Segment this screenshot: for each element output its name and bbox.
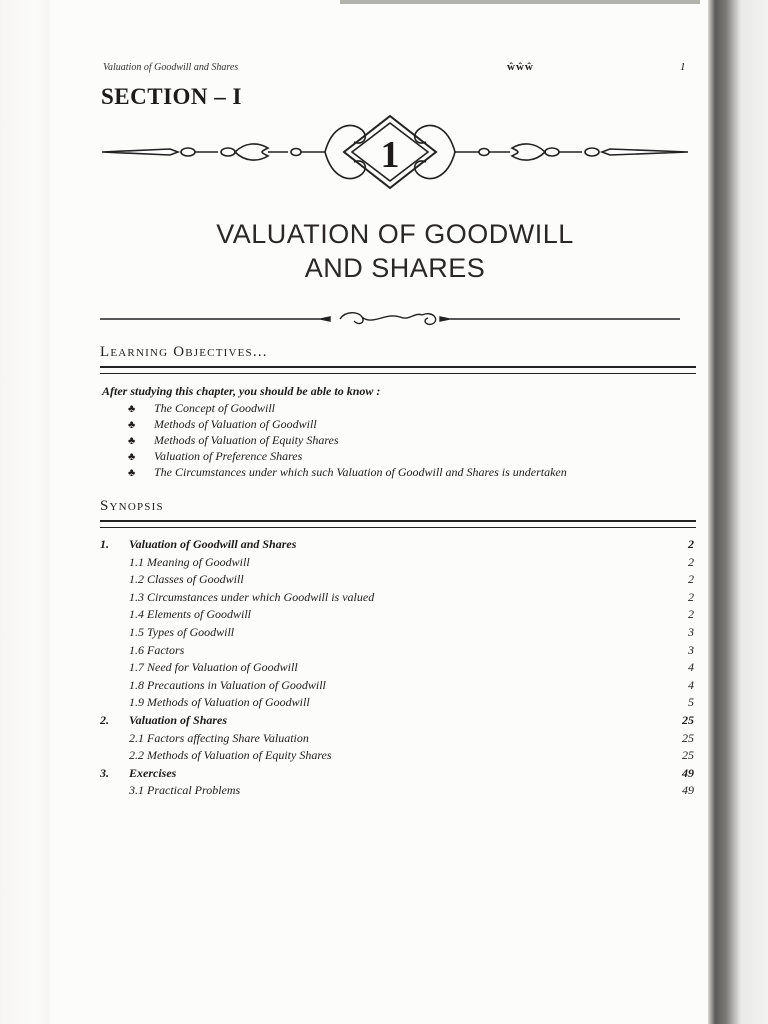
synopsis-row-page: 25 bbox=[682, 748, 694, 763]
synopsis-row bbox=[100, 694, 694, 712]
synopsis-row-page: 4 bbox=[688, 660, 694, 675]
synopsis-row bbox=[100, 782, 694, 800]
synopsis-row-page: 49 bbox=[682, 783, 694, 798]
synopsis-row bbox=[100, 589, 694, 607]
synopsis-row-page: 3 bbox=[688, 624, 694, 639]
synopsis-row-page: 2 bbox=[688, 554, 694, 569]
scan-right-edge bbox=[708, 0, 768, 1024]
objective-item: ♣ The Concept of Goodwill bbox=[128, 401, 275, 415]
synopsis-row bbox=[100, 571, 694, 589]
synopsis-row-title: 3.1 Practical Problems bbox=[129, 783, 241, 798]
synopsis-row bbox=[100, 712, 694, 730]
synopsis-row bbox=[100, 677, 694, 695]
synopsis-row-title: 1.2 Classes of Goodwill bbox=[129, 572, 244, 587]
club-bullet-icon: ♣ bbox=[128, 419, 136, 431]
scan-top-shadow bbox=[340, 0, 700, 4]
learning-objectives-heading: Learning Objectives... bbox=[100, 344, 268, 360]
section-title: SECTION – I bbox=[101, 84, 242, 109]
learning-objectives-rule bbox=[100, 366, 696, 374]
synopsis-row bbox=[100, 659, 694, 677]
chapter-title-line-2: AND SHARES bbox=[304, 253, 486, 283]
synopsis-row bbox=[100, 554, 694, 572]
club-bullet-icon: ♣ bbox=[128, 467, 136, 479]
club-bullet-icon: ♣ bbox=[128, 451, 136, 463]
header-ornament: ŵŵŵ bbox=[507, 61, 534, 73]
synopsis-row bbox=[100, 642, 694, 660]
synopsis-row-title: 1.3 Circumstances under which Goodwill is valued bbox=[129, 589, 375, 604]
synopsis-row-title: Valuation of Shares bbox=[129, 712, 228, 727]
chapter-number: 1 bbox=[380, 134, 400, 176]
synopsis-row bbox=[100, 624, 694, 642]
synopsis-row-page: 2 bbox=[688, 572, 694, 587]
synopsis-row-title: 1.1 Meaning of Goodwill bbox=[129, 554, 250, 569]
objective-item: ♣ Methods of Valuation of Goodwill bbox=[128, 417, 317, 431]
synopsis-row bbox=[100, 747, 694, 765]
synopsis-row-title: Exercises bbox=[129, 765, 177, 780]
synopsis-row-title: 1.4 Elements of Goodwill bbox=[129, 607, 251, 622]
synopsis-row-page: 2 bbox=[688, 607, 694, 622]
synopsis-row-page: 2 bbox=[688, 589, 694, 604]
synopsis-row-title: 2.1 Factors affecting Share Valuation bbox=[129, 730, 309, 745]
synopsis-row-number: 3. bbox=[100, 765, 109, 780]
synopsis-row-page: 5 bbox=[688, 695, 694, 710]
synopsis-list bbox=[100, 536, 694, 800]
club-bullet-icon: ♣ bbox=[128, 403, 136, 415]
club-bullet-icon: ♣ bbox=[128, 435, 136, 447]
synopsis-row-page: 3 bbox=[688, 642, 694, 657]
synopsis-row bbox=[100, 606, 694, 624]
synopsis-row-page: 25 bbox=[682, 712, 694, 727]
synopsis-row-number: 2. bbox=[100, 712, 109, 727]
synopsis-row bbox=[100, 765, 694, 783]
synopsis-row-title: 1.8 Precautions in Valuation of Goodwill bbox=[129, 677, 326, 692]
synopsis-row-title: 1.7 Need for Valuation of Goodwill bbox=[129, 660, 298, 675]
synopsis-row-page: 4 bbox=[688, 677, 694, 692]
objective-item: ♣ The Circumstances under which such Valuation of Goodwill and Shares is undertaken bbox=[128, 465, 567, 479]
chapter-title-line-1: VALUATION OF GOODWILL bbox=[216, 219, 574, 249]
running-head: Valuation of Goodwill and Shares bbox=[103, 62, 239, 73]
synopsis-row-number: 1. bbox=[100, 537, 109, 551]
title-divider-icon bbox=[100, 308, 680, 330]
objectives-list bbox=[128, 400, 567, 480]
synopsis-row-page: 49 bbox=[682, 765, 694, 780]
synopsis-row-title: 2.2 Methods of Valuation of Equity Shares bbox=[129, 748, 332, 763]
page-number: 1 bbox=[680, 61, 686, 73]
synopsis-rule bbox=[100, 520, 696, 528]
synopsis-row bbox=[100, 536, 694, 554]
synopsis-row bbox=[100, 730, 694, 748]
chapter-title bbox=[100, 217, 690, 285]
synopsis-row-title: 1.9 Methods of Valuation of Goodwill bbox=[129, 695, 310, 710]
synopsis-heading: Synopsis bbox=[100, 498, 164, 514]
synopsis-row-title: 1.5 Types of Goodwill bbox=[129, 624, 235, 639]
synopsis-row-page: 2 bbox=[688, 537, 694, 551]
synopsis-row-title: Valuation of Goodwill and Shares bbox=[129, 537, 297, 551]
objectives-intro: After studying this chapter, you should be able to know : bbox=[102, 384, 381, 398]
synopsis-row-page: 25 bbox=[682, 730, 694, 745]
synopsis-row-title: 1.6 Factors bbox=[129, 642, 185, 657]
objective-item: ♣ Valuation of Preference Shares bbox=[128, 449, 303, 463]
objective-item: ♣ Methods of Valuation of Equity Shares bbox=[128, 433, 339, 447]
